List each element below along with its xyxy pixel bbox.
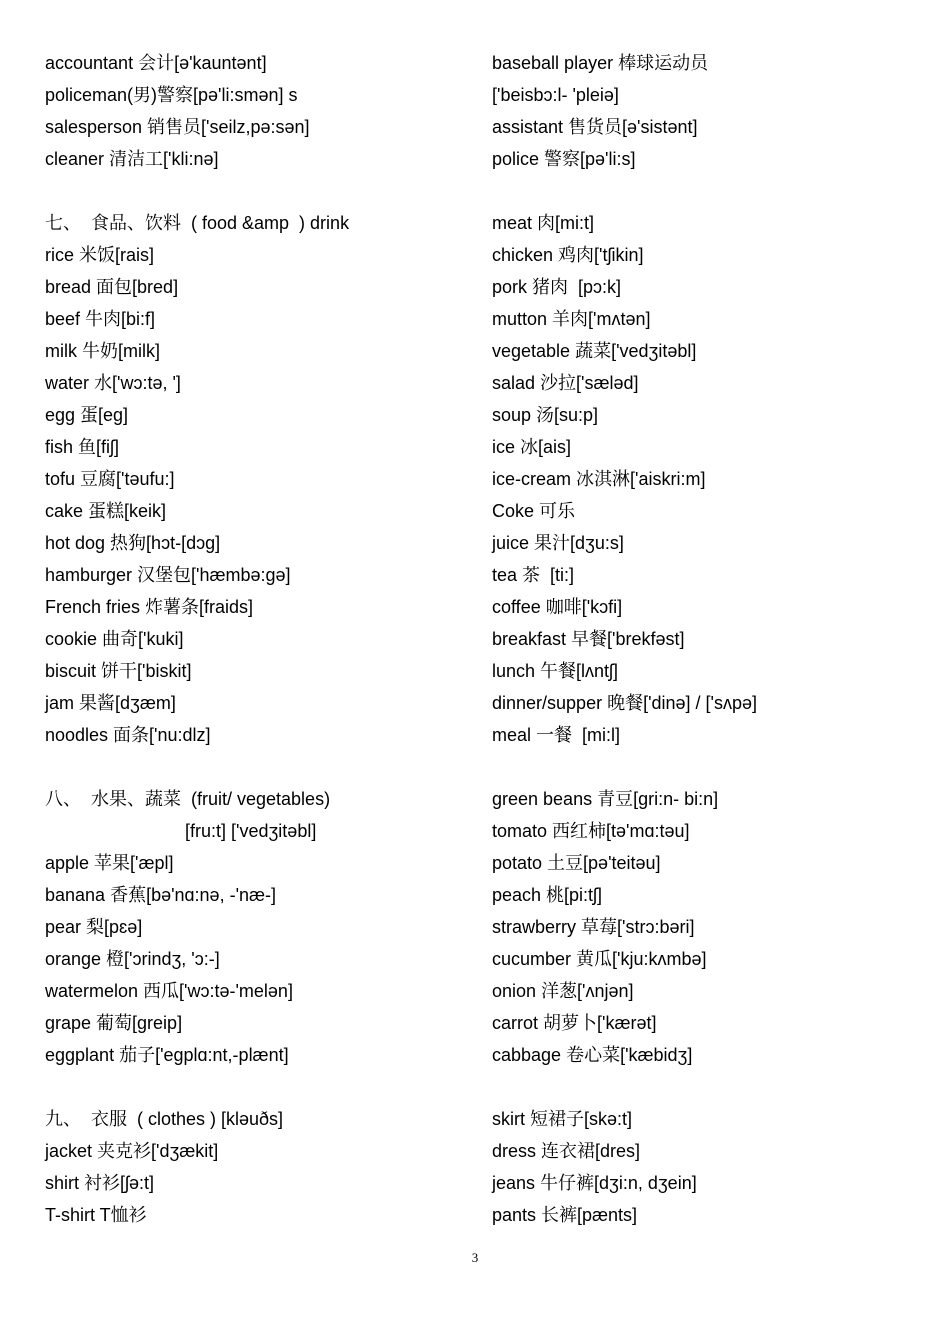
blank-line <box>45 175 465 207</box>
page-number: 3 <box>471 1250 479 1265</box>
blank-line <box>492 175 932 207</box>
vocabulary-entry: salesperson 销售员['seilz,pə:sən] <box>45 117 310 137</box>
vocabulary-entry: mutton 羊肉['mʌtən] <box>492 309 651 329</box>
vocabulary-entry: 九、 衣服 ( clothes ) [kləuðs] <box>45 1109 284 1129</box>
vocabulary-entry: policeman(男)警察[pə'li:smən] s <box>45 85 298 105</box>
vocabulary-entry: 七、 食品、饮料 ( food &amp ) drink <box>45 213 350 233</box>
vocabulary-entry: cleaner 清洁工['kli:nə] <box>45 149 219 169</box>
vocabulary-entry: onion 洋葱['ʌnjən] <box>492 981 634 1001</box>
vocabulary-entry: vegetable 蔬菜['vedʒitəbl] <box>492 341 697 361</box>
vocabulary-entry: hot dog 热狗[hɔt-[dɔg] <box>45 533 221 553</box>
vocabulary-entry: water 水['wɔ:tə, '] <box>45 373 181 393</box>
vocabulary-entry: peach 桃[pi:tʃ] <box>492 885 603 905</box>
vocabulary-entry: eggplant 茄子['egplɑ:nt,-plænt] <box>45 1045 289 1065</box>
blank-line <box>492 751 932 783</box>
vocabulary-entry: banana 香蕉[bə'nɑ:nə, -'næ-] <box>45 885 277 905</box>
vocabulary-entry: [fru:t] ['vedʒitəbl] <box>45 821 317 841</box>
vocabulary-entry: milk 牛奶[milk] <box>45 341 160 361</box>
vocabulary-entry: ice 冰[ais] <box>492 437 572 457</box>
blank-line <box>492 1071 932 1103</box>
vocabulary-entry: shirt 衬衫[ʃə:t] <box>45 1173 155 1193</box>
vocabulary-entry: green beans 青豆[gri:n- bi:n] <box>492 789 719 809</box>
vocabulary-entry: assistant 售货员[ə'sistənt] <box>492 117 698 137</box>
vocabulary-entry: jacket 夹克衫['dʒækit] <box>45 1141 219 1161</box>
vocabulary-entry: ['beisbɔ:l- 'pleiə] <box>492 85 619 105</box>
vocabulary-entry: lunch 午餐[lʌntʃ] <box>492 661 619 681</box>
vocabulary-entry: soup 汤[su:p] <box>492 405 599 425</box>
vocabulary-entry: accountant 会计[ə'kauntənt] <box>45 53 267 73</box>
vocabulary-entry: chicken 鸡肉['tʃikin] <box>492 245 644 265</box>
vocabulary-entry: juice 果汁[dʒu:s] <box>492 533 624 553</box>
vocabulary-entry: grape 葡萄[greip] <box>45 1013 183 1033</box>
vocabulary-entry: police 警察[pə'li:s] <box>492 149 636 169</box>
vocabulary-entry: egg 蛋[eg] <box>45 405 129 425</box>
vocabulary-entry: jam 果酱[dʒæm] <box>45 693 176 713</box>
vocabulary-entry: jeans 牛仔裤[dʒi:n, dʒein] <box>492 1173 697 1193</box>
vocabulary-entry: meat 肉[mi:t] <box>492 213 595 233</box>
left-vocabulary-column <box>45 47 465 1231</box>
blank-line <box>45 1071 465 1103</box>
vocabulary-entry: 八、 水果、蔬菜 (fruit/ vegetables) <box>45 789 331 809</box>
vocabulary-entry: potato 土豆[pə'teitəu] <box>492 853 661 873</box>
vocabulary-entry: tofu 豆腐['təufu:] <box>45 469 175 489</box>
right-vocabulary-column <box>492 47 932 1231</box>
vocabulary-entry: orange 橙['ɔrindʒ, 'ɔ:-] <box>45 949 220 969</box>
vocabulary-entry: tea 茶 [ti:] <box>492 565 575 585</box>
vocabulary-entry: breakfast 早餐['brekfəst] <box>492 629 685 649</box>
vocabulary-entry: bread 面包[bred] <box>45 277 179 297</box>
vocabulary-entry: pork 猪肉 [pɔ:k] <box>492 277 622 297</box>
vocabulary-entry: cake 蛋糕[keik] <box>45 501 167 521</box>
vocabulary-entry: strawberry 草莓['strɔ:bəri] <box>492 917 695 937</box>
vocabulary-entry: noodles 面条['nu:dlz] <box>45 725 211 745</box>
vocabulary-entry: cookie 曲奇['kuki] <box>45 629 184 649</box>
vocabulary-entry: apple 苹果['æpl] <box>45 853 174 873</box>
vocabulary-entry: biscuit 饼干['biskit] <box>45 661 192 681</box>
vocabulary-entry: coffee 咖啡['kɔfi] <box>492 597 623 617</box>
vocabulary-entry: carrot 胡萝卜['kærət] <box>492 1013 657 1033</box>
vocabulary-entry: fish 鱼[fiʃ] <box>45 437 120 457</box>
vocabulary-entry: salad 沙拉['sæləd] <box>492 373 639 393</box>
vocabulary-entry: rice 米饭[rais] <box>45 245 155 265</box>
vocabulary-entry: meal 一餐 [mi:l] <box>492 725 621 745</box>
vocabulary-entry: skirt 短裙子[skə:t] <box>492 1109 633 1129</box>
vocabulary-entry: hamburger 汉堡包['hæmbə:gə] <box>45 565 291 585</box>
vocabulary-entry: Coke 可乐 <box>492 501 576 521</box>
vocabulary-entry: pear 梨[pɛə] <box>45 917 143 937</box>
vocabulary-entry: watermelon 西瓜['wɔ:tə-'melən] <box>45 981 293 1001</box>
vocabulary-entry: beef 牛肉[bi:f] <box>45 309 156 329</box>
vocabulary-entry: cabbage 卷心菜['kæbidʒ] <box>492 1045 693 1065</box>
vocabulary-entry: T-shirt T恤衫 <box>45 1205 147 1225</box>
vocabulary-entry: dinner/supper 晚餐['dinə] / ['sʌpə] <box>492 693 758 713</box>
vocabulary-entry: ice-cream 冰淇淋['aiskri:m] <box>492 469 706 489</box>
blank-line <box>45 751 465 783</box>
vocabulary-entry: tomato 西红柿[tə'mɑ:təu] <box>492 821 690 841</box>
vocabulary-entry: dress 连衣裙[dres] <box>492 1141 641 1161</box>
vocabulary-entry: cucumber 黄瓜['kju:kʌmbə] <box>492 949 707 969</box>
vocabulary-entry: pants 长裤[pænts] <box>492 1205 638 1225</box>
vocabulary-entry: French fries 炸薯条[fraids] <box>45 597 254 617</box>
vocabulary-entry: baseball player 棒球运动员 <box>492 53 709 73</box>
